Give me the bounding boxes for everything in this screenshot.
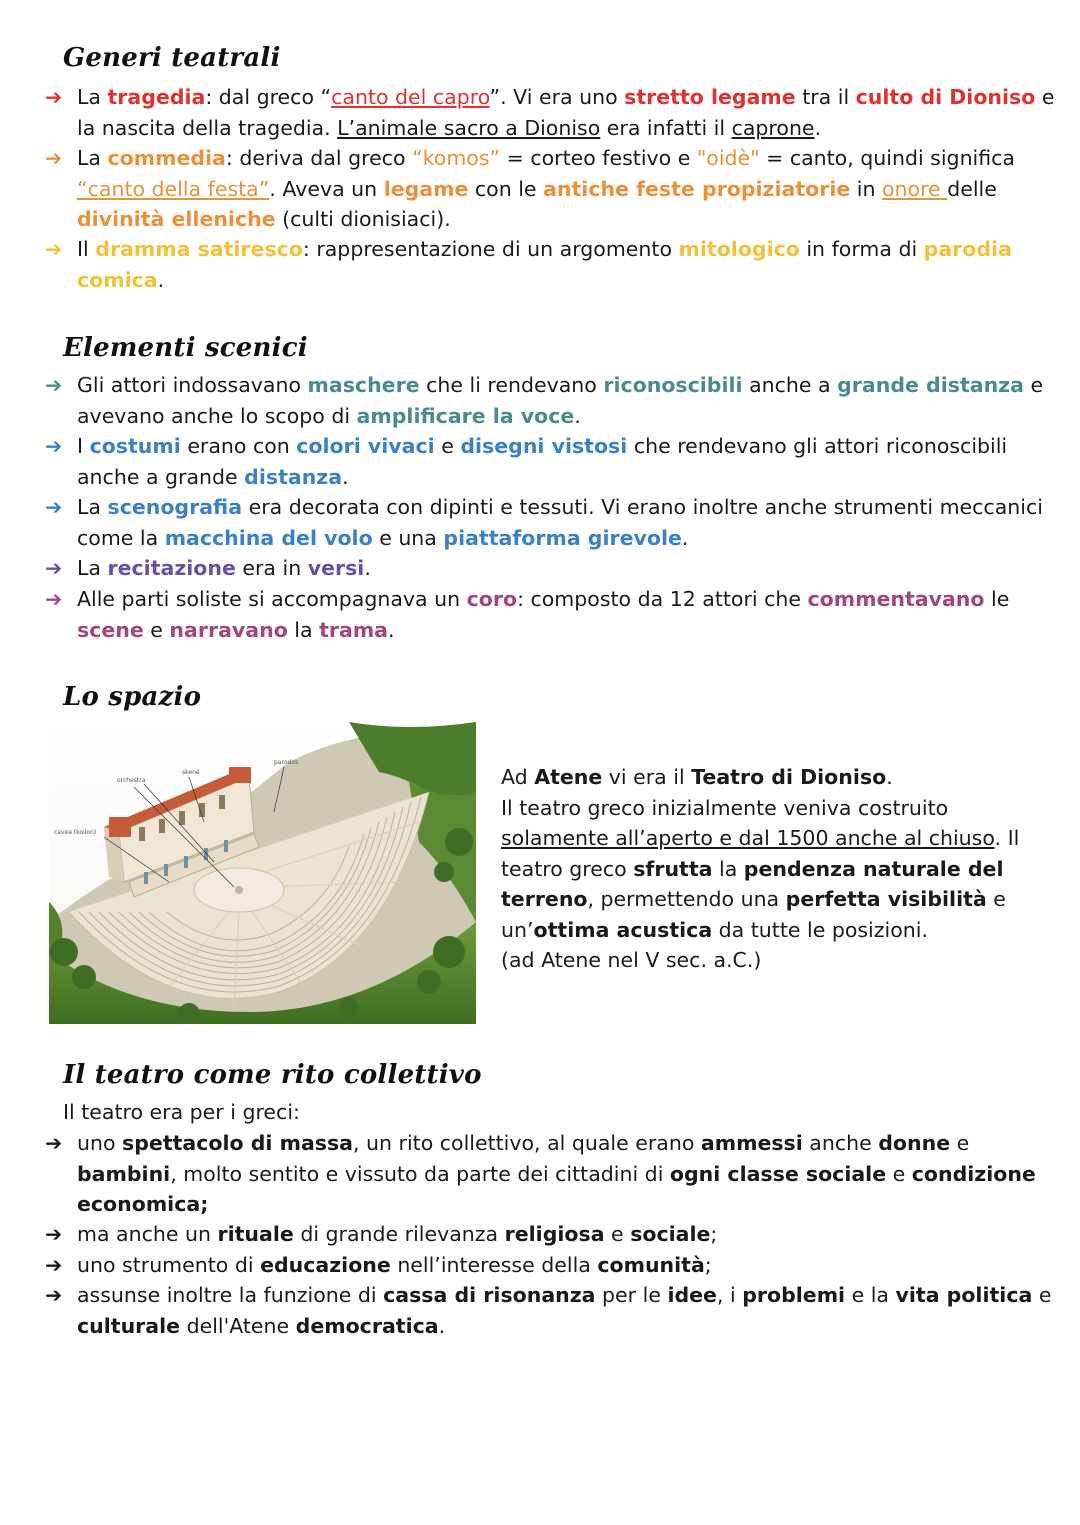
spazio-text: [501, 762, 1061, 976]
heading-rito-collettivo: Il teatro come rito collettivo: [63, 1060, 482, 1090]
bullet-costumi: ➔ I costumi erano con colori vivaci e disegni vistosi che rendevano gli attori riconoscibili anche a grande distanza.: [77, 431, 1067, 492]
heading-elementi-scenici: Elementi scenici: [63, 333, 308, 363]
label-skene: skené: [182, 769, 200, 776]
heading-generi-teatrali: Generi teatrali: [63, 43, 281, 73]
arrow-icon: ➔: [45, 1253, 63, 1277]
spazio-line-atene: Ad Atene vi era il Teatro di Dioniso.: [501, 765, 893, 789]
arrow-icon: ➔: [45, 434, 63, 458]
bullet-scenografia: ➔ La scenografia era decorata con dipinti e tessuti. Vi erano inoltre anche strumenti meccanici come la macchina del volo e una piattaforma girevole.: [77, 492, 1067, 553]
bullet-tragedia: ➔ La tragedia: dal greco “canto del capro”. Vi era uno stretto legame tra il culto di Dioniso e la nascita della tragedia. L’animale sacro a Dioniso era infatti il caprone.: [77, 82, 1067, 143]
greek-theatre-illustration: [49, 722, 476, 1024]
spazio-paragraph: Il teatro greco inizialmente veniva costruito solamente all’aperto e dal 1500 anche al chiuso. Il teatro greco sfrutta la pendenza naturale del terreno, permettendo una perfetta visibilità e un’ottima acustica da tutte le posizioni.: [501, 795, 1020, 942]
bullet-maschere: ➔ Gli attori indossavano maschere che li rendevano riconoscibili anche a grande distanza e avevano anche lo scopo di amplificare la voce.: [77, 370, 1067, 431]
bullet-rituale: ➔ ma anche un rituale di grande rilevanza religiosa e sociale;: [77, 1219, 1067, 1250]
arrow-icon: ➔: [45, 1222, 63, 1246]
arrow-icon: ➔: [45, 587, 63, 611]
bullet-recitazione: ➔ La recitazione era in versi.: [77, 553, 1067, 584]
bullet-educazione: ➔ uno strumento di educazione nell’interesse della comunità;: [77, 1250, 1067, 1281]
arrow-icon: ➔: [45, 1283, 63, 1307]
arrow-icon: ➔: [45, 495, 63, 519]
bullet-commedia: ➔ La commedia: deriva dal greco “komos” = corteo festivo e "oidè" = canto, quindi significa “canto della festa”. Aveva un legame con le antiche feste propiziatorie in onore delle divinità elleniche (culti dionisiaci).: [77, 143, 1067, 235]
arrow-icon: ➔: [45, 373, 63, 397]
arrow-icon: ➔: [45, 146, 63, 170]
arrow-icon: ➔: [45, 237, 63, 261]
bullet-spettacolo-massa: ➔ uno spettacolo di massa, un rito collettivo, al quale erano ammessi anche donne e bambini, molto sentito e vissuto da parte dei cittadini di ogni classe sociale e condizione economica;: [77, 1128, 1067, 1220]
bullet-dramma-satiresco: ➔ Il dramma satiresco: rappresentazione di un argomento mitologico in forma di parodia comica.: [77, 234, 1067, 295]
spazio-date: (ad Atene nel V sec. a.C.): [501, 948, 762, 972]
arrow-icon: ➔: [45, 556, 63, 580]
arrow-icon: ➔: [45, 85, 63, 109]
label-parodos: parodos: [274, 759, 299, 766]
rito-intro: Il teatro era per i greci:: [63, 1100, 300, 1124]
bullet-cassa-risonanza: ➔ assunse inoltre la funzione di cassa di risonanza per le idee, i problemi e la vita politica e culturale dell'Atene democratica.: [77, 1280, 1067, 1341]
heading-lo-spazio: Lo spazio: [63, 682, 202, 712]
arrow-icon: ➔: [45, 1131, 63, 1155]
label-orchestra: orchestra: [117, 777, 146, 784]
label-cavea: cavea (koilon): [54, 829, 97, 836]
bullet-coro: ➔ Alle parti soliste si accompagnava un coro: composto da 12 attori che commentavano le scene e narravano la trama.: [77, 584, 1067, 645]
